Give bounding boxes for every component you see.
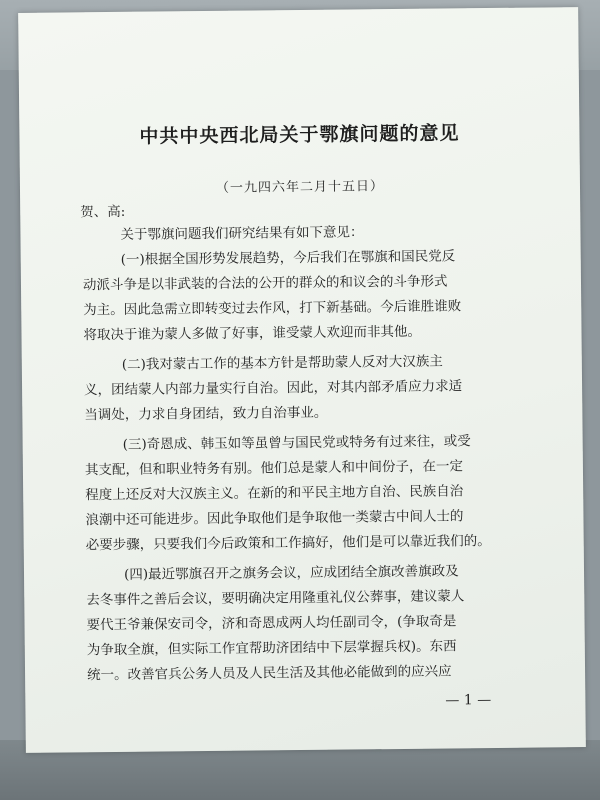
text-line: 其支配，但和职业特务有别。他们总是蒙人和中间份子，在一定 xyxy=(84,458,463,479)
text-line: 去冬事件之善后会议，要明确决定用隆重礼仪公葬事，建议蒙人 xyxy=(86,588,465,609)
text-line: 为争取全旗，但实际工作宜帮助济团结中下层掌握兵权)。东西 xyxy=(86,638,457,659)
document-title: 中共中央西北局关于鄂旗问题的意见 xyxy=(139,122,460,148)
text-line: 为主。因此急需立即转变过去作风，打下新基础。今后谁胜谁败 xyxy=(83,298,462,319)
page-number: — 1 — xyxy=(445,692,492,709)
text-line: (一)根据全国形势发展趋势，今后我们在鄂旗和国民党反 xyxy=(120,248,456,268)
text-line: 要代王爷兼保安司令，济和奇恩成两人均任副司令，(争取奇是 xyxy=(86,613,457,634)
text-line: (二)我对蒙古工作的基本方针是帮助蒙人反对大汉族主 xyxy=(121,353,443,373)
text-line: 当调处，力求自身团结，致力自治事业。 xyxy=(84,404,328,424)
text-line: (三)奇恩成、韩玉如等虽曾与国民党或特务有过来往，或受 xyxy=(122,433,471,453)
text-line: 必要步骤，只要我们今后政策和工作搞好，他们是可以靠近我们的。 xyxy=(85,533,491,554)
text-line: 统一。改善官兵公务人员及人民生活及其他必能做到的应兴应 xyxy=(86,663,452,684)
text-line: 关于鄂旗问题我们研究结果有如下意见： xyxy=(120,224,364,243)
document-page xyxy=(18,7,586,753)
text-line: 将取决于谁为蒙人多做了好事，谁受蒙人欢迎而非其他。 xyxy=(83,323,422,344)
text-line: 义，团结蒙人内部力量实行自治。因此，对其内部矛盾应力求适 xyxy=(84,378,463,399)
text-line: 动派斗争是以非武装的合法的公开的群众的和议会的斗争形式 xyxy=(82,273,448,294)
salutation: 贺、高: xyxy=(80,203,126,221)
text-line: 浪潮中还可能进步。因此争取他们是争取他一类蒙古中间人士的 xyxy=(85,508,464,529)
document-date: （一九四六年二月十五日） xyxy=(215,179,385,196)
text-line: 程度上还反对大汉族主义。在新的和平民主地方自治、民族自治 xyxy=(85,483,464,504)
text-line: (四)最近鄂旗召开之旗务会议，应成团结全旗改善旗政及 xyxy=(123,563,459,583)
